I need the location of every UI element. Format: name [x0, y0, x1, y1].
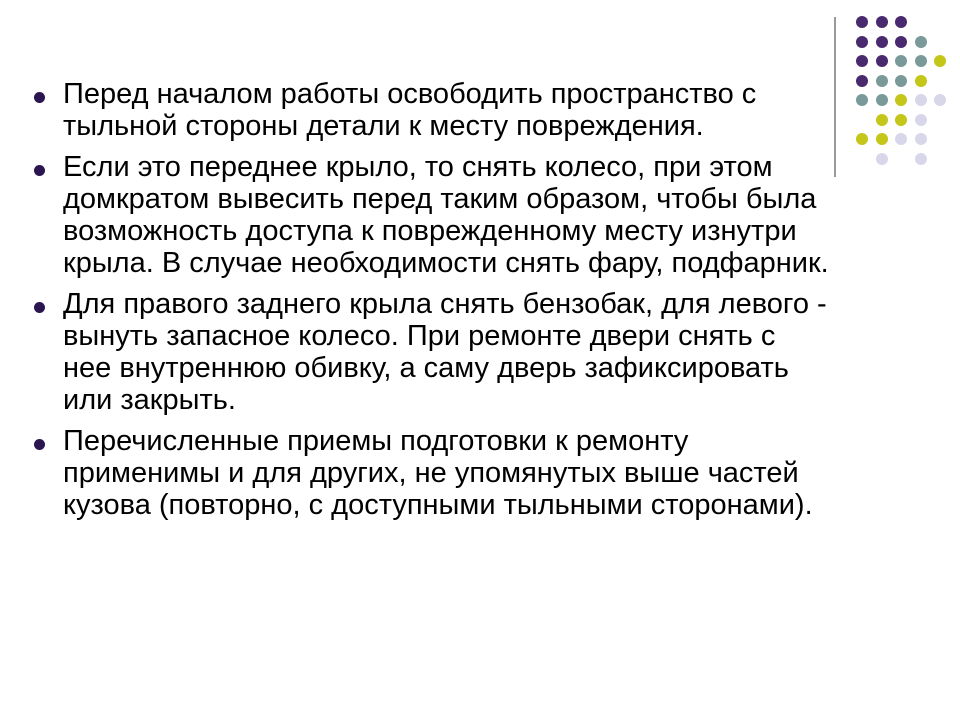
bullet-item [30, 151, 830, 279]
decor-dot [895, 94, 907, 106]
decor-dot [895, 55, 907, 67]
decor-dot [856, 94, 868, 106]
bullet-text: Для правого заднего крыла снять бензобак, для левого - вынуть запасное колесо. При ремонте двери снять с нее внутреннюю обивку, а саму дверь зафиксировать или закрыть. [63, 288, 827, 416]
decor-dot-grid [848, 8, 960, 168]
decor-dot [895, 36, 907, 48]
bullet-text: Если это переднее крыло, то снять колесо, при этом домкратом вывесить перед таким образом, чтобы была возможность доступа к поврежденному месту изнутри крыла. В случае необходимости снять фару, подфарник. [63, 151, 829, 279]
decor-dot [895, 133, 907, 145]
bullet-text: Перед началом работы освободить пространство с тыльной стороны детали к месту повреждения. [63, 78, 757, 142]
decor-dot [895, 114, 907, 126]
bullet-dot [34, 439, 45, 450]
decor-dot [915, 75, 927, 87]
decor-dot [915, 114, 927, 126]
decor-dot [856, 16, 868, 28]
decor-dot [915, 94, 927, 106]
decor-dot [934, 94, 946, 106]
decor-dot [876, 153, 888, 165]
decor-dot [895, 75, 907, 87]
decor-dot [876, 133, 888, 145]
decor-dot [856, 75, 868, 87]
decor-dot [876, 94, 888, 106]
decor-dot [876, 75, 888, 87]
decor-dot [856, 133, 868, 145]
decor-dot [915, 153, 927, 165]
bullet-dot [34, 92, 45, 103]
bullet-list [30, 78, 830, 530]
decor-dot [876, 16, 888, 28]
decor-dot [934, 55, 946, 67]
decor-dot [915, 133, 927, 145]
decor-dot [895, 16, 907, 28]
bullet-item [30, 78, 830, 142]
decor-dot [915, 36, 927, 48]
bullet-dot [34, 165, 45, 176]
bullet-item [30, 288, 830, 416]
decor-divider-line [834, 17, 836, 177]
decor-dot [856, 55, 868, 67]
bullet-item [30, 425, 830, 521]
decor-dot [876, 36, 888, 48]
decor-dot [856, 36, 868, 48]
decor-dot [876, 55, 888, 67]
bullet-dot [34, 302, 45, 313]
decor-dot [876, 114, 888, 126]
decor-dot [915, 55, 927, 67]
bullet-text: Перечисленные приемы подготовки к ремонту применимы и для других, не упомянутых выше частей кузова (повторно, с доступными тыльными сторонами). [63, 425, 813, 521]
